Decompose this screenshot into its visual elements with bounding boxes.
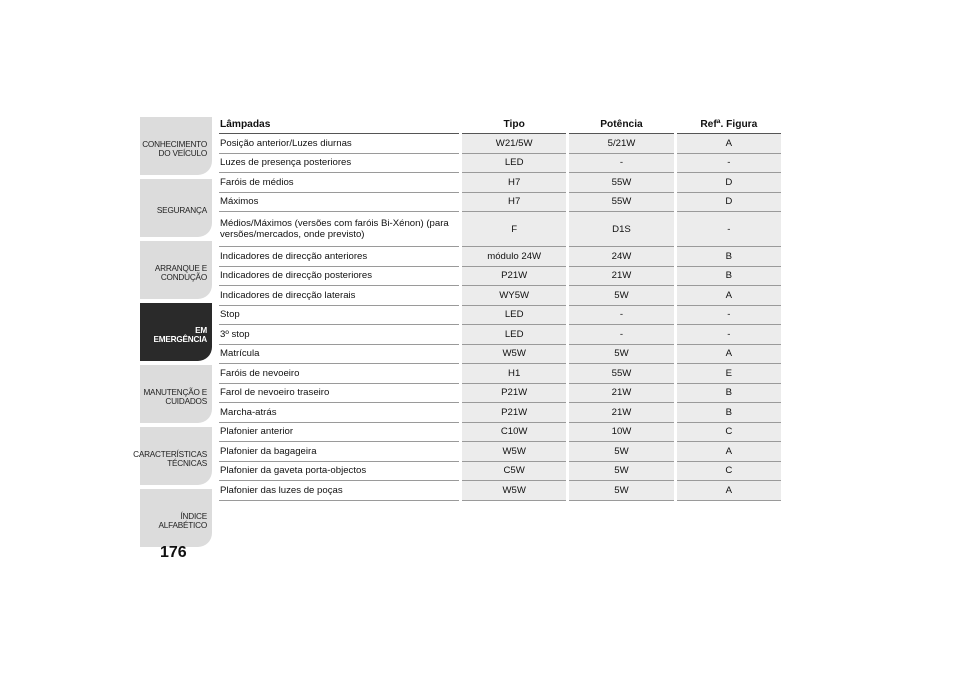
- cell-lamp-name: Luzes de presença posteriores: [219, 153, 461, 173]
- cell-ref: A: [675, 481, 781, 501]
- cell-power: -: [568, 305, 675, 325]
- tab-label: ARRANQUE E CONDUÇÃO: [154, 263, 207, 282]
- table-row: [219, 153, 781, 173]
- tab-label: SEGURANÇA: [156, 206, 207, 216]
- cell-lamp-name: Plafonier da gaveta porta-objectos: [219, 461, 461, 481]
- tab-manutencao-e-cuidados[interactable]: [140, 365, 212, 423]
- table-row: [219, 364, 781, 384]
- tab-indice-alfabetico[interactable]: [140, 489, 212, 547]
- cell-type: W5W: [461, 344, 568, 364]
- cell-type: C10W: [461, 422, 568, 442]
- table-row: [219, 247, 781, 267]
- cell-type: H7: [461, 173, 568, 193]
- cell-type: W5W: [461, 481, 568, 501]
- cell-type: WY5W: [461, 286, 568, 306]
- cell-ref: -: [675, 153, 781, 173]
- cell-power: 5W: [568, 286, 675, 306]
- tab-conhecimento-do-veiculo[interactable]: [140, 117, 212, 175]
- cell-lamp-name: Faróis de médios: [219, 173, 461, 193]
- cell-power: 21W: [568, 403, 675, 423]
- header-ref: Refª. Figura: [675, 116, 781, 134]
- table-row: [219, 325, 781, 345]
- cell-power: 21W: [568, 383, 675, 403]
- table-row: [219, 442, 781, 462]
- cell-ref: E: [675, 364, 781, 384]
- cell-power: 10W: [568, 422, 675, 442]
- cell-lamp-name: Indicadores de direcção laterais: [219, 286, 461, 306]
- cell-ref: A: [675, 344, 781, 364]
- cell-lamp-name: 3º stop: [219, 325, 461, 345]
- tab-caracteristicas-tecnicas[interactable]: [133, 427, 212, 485]
- tab-label: EM EMERGÊNCIA: [153, 325, 207, 344]
- cell-ref: C: [675, 461, 781, 481]
- header-type: Tipo: [461, 116, 568, 134]
- cell-ref: D: [675, 192, 781, 212]
- table-header-row: [219, 116, 781, 134]
- cell-power: 5W: [568, 481, 675, 501]
- cell-ref: -: [675, 305, 781, 325]
- cell-type: módulo 24W: [461, 247, 568, 267]
- cell-power: 5W: [568, 461, 675, 481]
- page-number: 176: [160, 544, 187, 561]
- cell-type: LED: [461, 305, 568, 325]
- cell-power: -: [568, 153, 675, 173]
- cell-ref: -: [675, 325, 781, 345]
- table-row: [219, 461, 781, 481]
- cell-power: 55W: [568, 364, 675, 384]
- cell-power: 21W: [568, 266, 675, 286]
- cell-power: 5/21W: [568, 134, 675, 154]
- cell-ref: A: [675, 134, 781, 154]
- tab-arranque-e-conducao[interactable]: [140, 241, 212, 299]
- table-row: [219, 344, 781, 364]
- cell-type: H1: [461, 364, 568, 384]
- table-row: [219, 212, 781, 247]
- tab-label: ÍNDICE ALFABÉTICO: [158, 511, 207, 530]
- table-row: [219, 403, 781, 423]
- cell-ref: B: [675, 403, 781, 423]
- cell-ref: A: [675, 442, 781, 462]
- tab-seguranca[interactable]: [140, 179, 212, 237]
- cell-ref: B: [675, 247, 781, 267]
- cell-power: 5W: [568, 442, 675, 462]
- cell-lamp-name: Indicadores de direcção posteriores: [219, 266, 461, 286]
- lamp-table: [219, 116, 781, 501]
- header-lamps: Lâmpadas: [219, 116, 461, 134]
- table-row: [219, 134, 781, 154]
- cell-lamp-name: Farol de nevoeiro traseiro: [219, 383, 461, 403]
- cell-lamp-name: Faróis de nevoeiro: [219, 364, 461, 384]
- cell-type: W21/5W: [461, 134, 568, 154]
- table-row: [219, 305, 781, 325]
- cell-type: F: [461, 212, 568, 247]
- cell-lamp-name: Posição anterior/Luzes diurnas: [219, 134, 461, 154]
- table-body: [219, 134, 781, 501]
- cell-type: P21W: [461, 403, 568, 423]
- tab-label: CONHECIMENTO DO VEÍCULO: [142, 139, 207, 158]
- cell-power: D1S: [568, 212, 675, 247]
- table-row: [219, 481, 781, 501]
- cell-lamp-name: Matrícula: [219, 344, 461, 364]
- cell-lamp-name: Stop: [219, 305, 461, 325]
- cell-type: C5W: [461, 461, 568, 481]
- cell-power: 5W: [568, 344, 675, 364]
- tab-em-emergencia[interactable]: [140, 303, 212, 361]
- header-power: Potência: [568, 116, 675, 134]
- cell-ref: A: [675, 286, 781, 306]
- cell-lamp-name: Marcha-atrás: [219, 403, 461, 423]
- cell-ref: B: [675, 266, 781, 286]
- table-row: [219, 383, 781, 403]
- cell-power: 55W: [568, 173, 675, 193]
- table-row: [219, 286, 781, 306]
- cell-ref: C: [675, 422, 781, 442]
- cell-lamp-name: Plafonier da bagageira: [219, 442, 461, 462]
- cell-type: H7: [461, 192, 568, 212]
- cell-type: W5W: [461, 442, 568, 462]
- cell-ref: B: [675, 383, 781, 403]
- cell-lamp-name: Indicadores de direcção anteriores: [219, 247, 461, 267]
- cell-lamp-name: Médios/Máximos (versões com faróis Bi-Xénon) (para versões/mercados, onde previsto): [219, 212, 461, 247]
- table-row: [219, 192, 781, 212]
- cell-lamp-name: Plafonier das luzes de poças: [219, 481, 461, 501]
- cell-type: P21W: [461, 383, 568, 403]
- cell-type: LED: [461, 325, 568, 345]
- cell-type: LED: [461, 153, 568, 173]
- tab-label: MANUTENÇÃO E CUIDADOS: [143, 387, 207, 406]
- cell-type: P21W: [461, 266, 568, 286]
- cell-lamp-name: Máximos: [219, 192, 461, 212]
- table-row: [219, 266, 781, 286]
- cell-power: -: [568, 325, 675, 345]
- tab-label: CARACTERÍSTICAS TÉCNICAS: [133, 449, 207, 468]
- table-row: [219, 422, 781, 442]
- cell-ref: -: [675, 212, 781, 247]
- cell-ref: D: [675, 173, 781, 193]
- cell-power: 24W: [568, 247, 675, 267]
- cell-power: 55W: [568, 192, 675, 212]
- cell-lamp-name: Plafonier anterior: [219, 422, 461, 442]
- table-row: [219, 173, 781, 193]
